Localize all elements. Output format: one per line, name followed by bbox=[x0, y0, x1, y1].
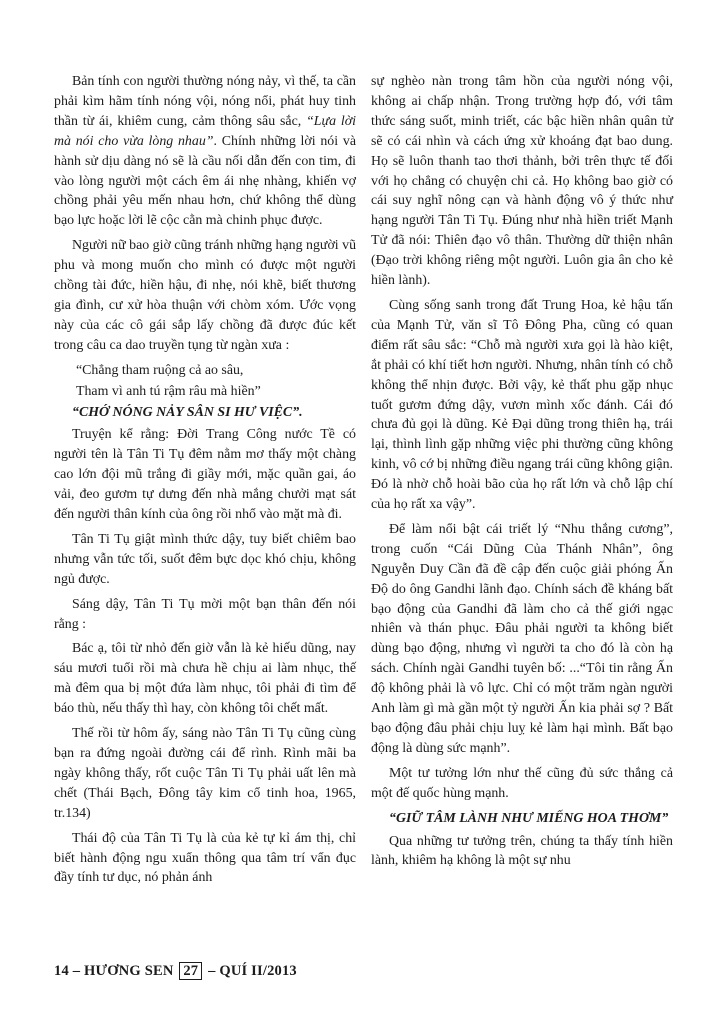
quoted-proverb: “Lựa lời mà nói cho vừa lòng nhau” bbox=[54, 113, 357, 149]
paragraph: Qua những tư tưởng trên, chúng ta thấy tính hiền lành, khiêm hạ không là một sự nhu bbox=[371, 833, 673, 869]
paragraph: Để làm nổi bật cái triết lý “Nhu thắng cương”, trong cuốn “Cái Dũng Của Thánh Nhân”, ông Nguyễn Duy Cần đã đề cập đến cuộc giải phóng Ấn Độ do ông Gandhi lãnh đạo. Chính sách đề kháng bất bạo động của Gandhi đã làm cho cả thế giới ngạc nhiên và thán phục. Đâu phải người ta không biết dùng bạo động, nhưng vì người ta cho đó là còn hạ sách. Chính ngài Gandhi tuyên bố: ...“Tôi tin rằng Ấn độ không phải là vô lực. Chỉ có một trăm ngàn người Anh làm gì mà gần một tỷ người Ấn kia phải sợ ? Bất bạo động đâu phải chịu luỵ kẻ làm hại mình. Bất bạo động là dùng sức mạnh”. bbox=[371, 521, 673, 756]
section-heading: “CHỚ NÓNG NẢY SÂN SI HƯ VIỆC”. bbox=[72, 404, 303, 420]
page-footer bbox=[54, 961, 297, 981]
verse-line: “Chẳng tham ruộng cả ao sâu, bbox=[76, 362, 244, 378]
paragraph: Người nữ bao giờ cũng tránh những hạng người vũ phu và mong muốn cho mình có được một người chồng tài đức, hiền hậu, đi nhẹ, nói khẽ, biết thương gia đình, cư xử hòa thuận với chòm xóm. Ước vọng này của các cô gái sắp lấy chồng đã được đúc kết trong câu ca dao truyền tụng từ ngàn xưa : bbox=[54, 238, 357, 353]
paragraph: Thế rồi từ hôm ấy, sáng nào Tân Ti Tụ cũng cùng bạn ra đứng ngoài đường cái để rình. Rình mãi ba ngày không thấy, rốt cuộc Tân Ti Tụ phải uất lên mà chết (Thái Bạch, Đông tây kim cổ tinh hoa, 1965, tr.134) bbox=[54, 726, 356, 821]
paragraph: sự nghèo nàn trong tâm hồn của người nóng vội, không ai chấp nhận. Trong trường hợp đó, với tâm thức sáng suốt, minh triết, các bậc hiền nhân quân tử sẽ có cái nhìn và cách ứng xử khoáng đạt bao dung. Họ sẽ luôn thanh tao thơi thảnh, bởi trên thực tế đối với họ chẳng có chuyện chi cả. Họ không bao giờ có cái suy nghĩ nông cạn và hành động vô ý thức như hạng người Tân Ti Tụ. Đúng như nhà hiền triết Mạnh Tử đã nói: Thiên đạo vô thân. Thường dữ thiện nhân (Đạo trời không riêng một người. Luôn gia ân cho kẻ hiền lành). bbox=[371, 74, 673, 289]
issue-quarter: QUÍ II/2013 bbox=[219, 963, 297, 979]
section-heading: “GIỮ TÂM LÀNH NHƯ MIẾNG HOA THƠM” bbox=[389, 810, 669, 826]
right-column bbox=[371, 72, 673, 876]
left-column bbox=[54, 72, 356, 893]
paragraph: Tân Ti Tụ giật mình thức dậy, tuy biết chiêm bao nhưng vẫn tức tối, suốt đêm bực dọc khó chịu, không ngủ được. bbox=[54, 531, 356, 587]
paragraph bbox=[54, 72, 356, 231]
magazine-name: HƯƠNG SEN bbox=[84, 963, 174, 979]
paragraph-text: Bản tính con người thường nóng nảy, vì thế, ta cần phải kìm hãm tính nóng vội, nóng nổi, phát huy tinh thần từ ái, khiêm cung, cảm thông sâu sắc, bbox=[54, 74, 356, 129]
footer-separator: – bbox=[72, 963, 81, 979]
paragraph: Một tư tưởng lớn như thế cũng đủ sức thắng cả một đế quốc hùng mạnh. bbox=[371, 765, 673, 801]
paragraph: Thái độ của Tân Ti Tụ là của kẻ tự kỉ ám thị, chỉ biết hành động ngu xuẩn thông qua tâm trí vẩn đục đầy tính tư dục, nó phản ánh bbox=[54, 830, 356, 886]
verse-line: Tham vì anh tú rậm râu mà hiền” bbox=[76, 383, 261, 399]
paragraph: Sáng dậy, Tân Ti Tụ mời một bạn thân đến nói rằng : bbox=[54, 596, 356, 632]
issue-number-box: 27 bbox=[179, 962, 202, 980]
paragraph: Bác ạ, tôi từ nhỏ đến giờ vẫn là kẻ hiếu dũng, nay sáu mươi tuổi rồi mà chưa hề chịu ai làm nhục, thế mà đêm qua bị một đứa làm nhục, tôi phải đi tìm để báo thù, nếu thấy thì hay, còn không tôi chết mất. bbox=[54, 641, 356, 717]
paragraph-text: . Chính những lời nói và hành sử dịu dàng nó sẽ là cầu nối dẫn đến con tim, đi vào lòng người một cách êm ái nhẹ nhàng, khiến vợ chồng phải yêu mến nhau hơn, chứ không thể dùng bạo lực hoặc lời lẽ cộc cằn mà chinh phục được. bbox=[54, 133, 356, 229]
paragraph: Truyện kể rằng: Đời Trang Công nước Tề có người tên là Tân Ti Tụ đêm nằm mơ thấy một chàng cao lớn đội mũ trắng đi giầy mới, mặc quần gai, áo vải, đeo gươm tự dưng đến nhà mắng chưởi mạt sát đến người thân kính của ông rồi nhổ vào mặt mà đi. bbox=[54, 427, 356, 523]
paragraph: Cùng sống sanh trong đất Trung Hoa, kẻ hậu tấn của Mạnh Tử, văn sĩ Tô Đông Pha, cũng có quan điểm rất sâu sắc: “Chỗ mà người xưa gọi là hào kiệt, ắt phải có khí tiết hơn người. Nhưng, nhân tính có chỗ không thể nhịn được. Bởi vậy, kẻ thất phu gặp nhục tuốt gươm đứng dậy, vươn mình xốc đánh. Cái đó chưa đủ gọi là dũng. Kẻ Đại dũng trong thiên hạ, trái lại, thình lình gặp những việc phi thường cũng không kinh, vô cớ bị những điều ngang trái cũng không giận. Đó là nhờ chỗ hoài bão của họ rất lớn và chỗ lập chí của họ rất xa vậy”. bbox=[371, 297, 673, 513]
footer-separator: – bbox=[208, 963, 216, 979]
page-number: 14 bbox=[54, 963, 69, 979]
